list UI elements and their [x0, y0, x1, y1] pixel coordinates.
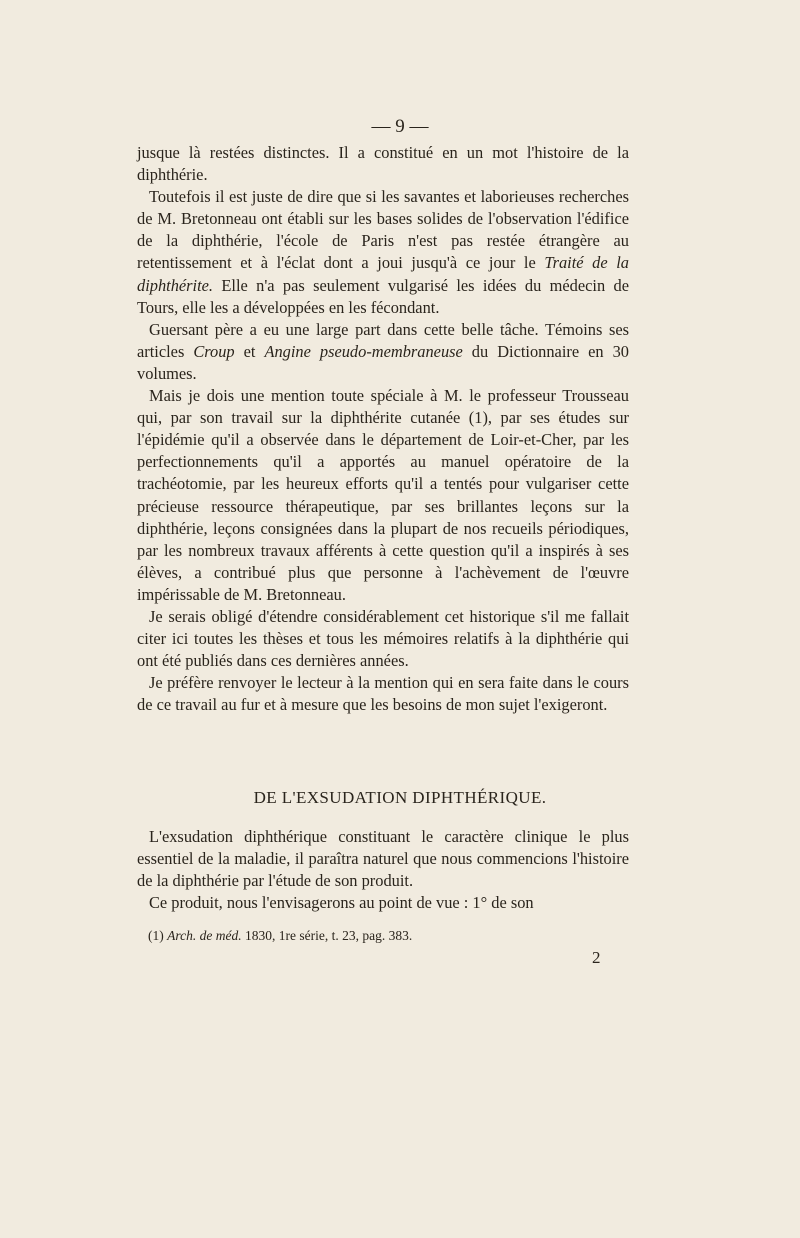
- article-title-angine: Angine pseudo-membraneuse: [264, 341, 463, 361]
- paragraph-4: Mais je dois une mention toute spéciale à M. le professeur Trousseau qui, par son travail sur la diphthérite cutanée (1), par ses études sur l'épidémie qu'il a observée dans le département de Loir-et-Cher, par les perfectionnements qu'il a apportés au manuel opératoire de la trachéotomie, par les heureux efforts qu'il a tentés pour vulgariser cette précieuse ressource thérapeutique, par ses brillantes leçons sur la diphthérie, leçons consignées dans la plupart de nos recueils périodiques, par les nombreux travaux afférents à cette question qu'il a inspirés à ses élèves, a contribué plus que personne à l'achèvement de l'œuvre impérissable de M. Bretonneau.: [137, 386, 629, 604]
- footnote-text: 1830, 1re série, t. 23, pag. 383.: [244, 928, 413, 943]
- signature-mark: 2: [592, 948, 601, 967]
- paragraph-3: Guersant père a eu une large part dans cette belle tâche. Témoins ses articles Croup et Angine pseudo-membraneuse du Dictionnaire en 30 volumes.: [137, 319, 629, 383]
- footnote-marker: (1): [148, 928, 164, 943]
- section-heading: DE L'EXSUDATION DIPHTHÉRIQUE.: [253, 788, 547, 807]
- page-number: — 9 —: [371, 116, 429, 137]
- footnote: [148, 928, 628, 944]
- paragraph-6: Je préfère renvoyer le lecteur à la mention qui en sera faite dans le cours de ce travail au fur et à mesure que les besoins de mon sujet l'exigeront.: [137, 673, 629, 715]
- paragraph-2: Toutefois il est juste de dire que si les savantes et laborieuses recherches de M. Bretonneau ont établi sur les bases solides de l'observation l'édifice de la diphthérie, l'école de Paris n'est pas restée étrangère au retentissement et à l'éclat dont a joui jusqu'à ce jour le Traité de la diphthérite. Elle n'a pas seulement vulgarisé les idées du médecin de Tours, elle les a développées en les fécondant.: [137, 187, 629, 317]
- paragraph-8: Ce produit, nous l'envisagerons au point de vue : 1° de son: [149, 893, 534, 913]
- section-text: [137, 826, 629, 914]
- book-title: Traité de la diphthérite.: [137, 253, 629, 295]
- footnote-source: Arch. de méd.: [167, 928, 242, 943]
- paragraph-5: Je serais obligé d'étendre considérablement cet historique s'il me fallait citer ici toutes les thèses et tous les mémoires relatifs à la diphthérie qui ont été publiés dans ces dernières années.: [137, 606, 629, 671]
- paragraph-7: L'exsudation diphthérique constituant le caractère clinique le plus essentiel de la maladie, il paraîtra naturel que nous commencions l'histoire de la diphthérie par l'étude de son produit.: [137, 827, 629, 891]
- paragraph-1: jusque là restées distinctes. Il a constitué en un mot l'histoire de la diphthérie.: [137, 143, 629, 185]
- main-text: [137, 142, 629, 716]
- article-title-croup: Croup: [193, 341, 235, 361]
